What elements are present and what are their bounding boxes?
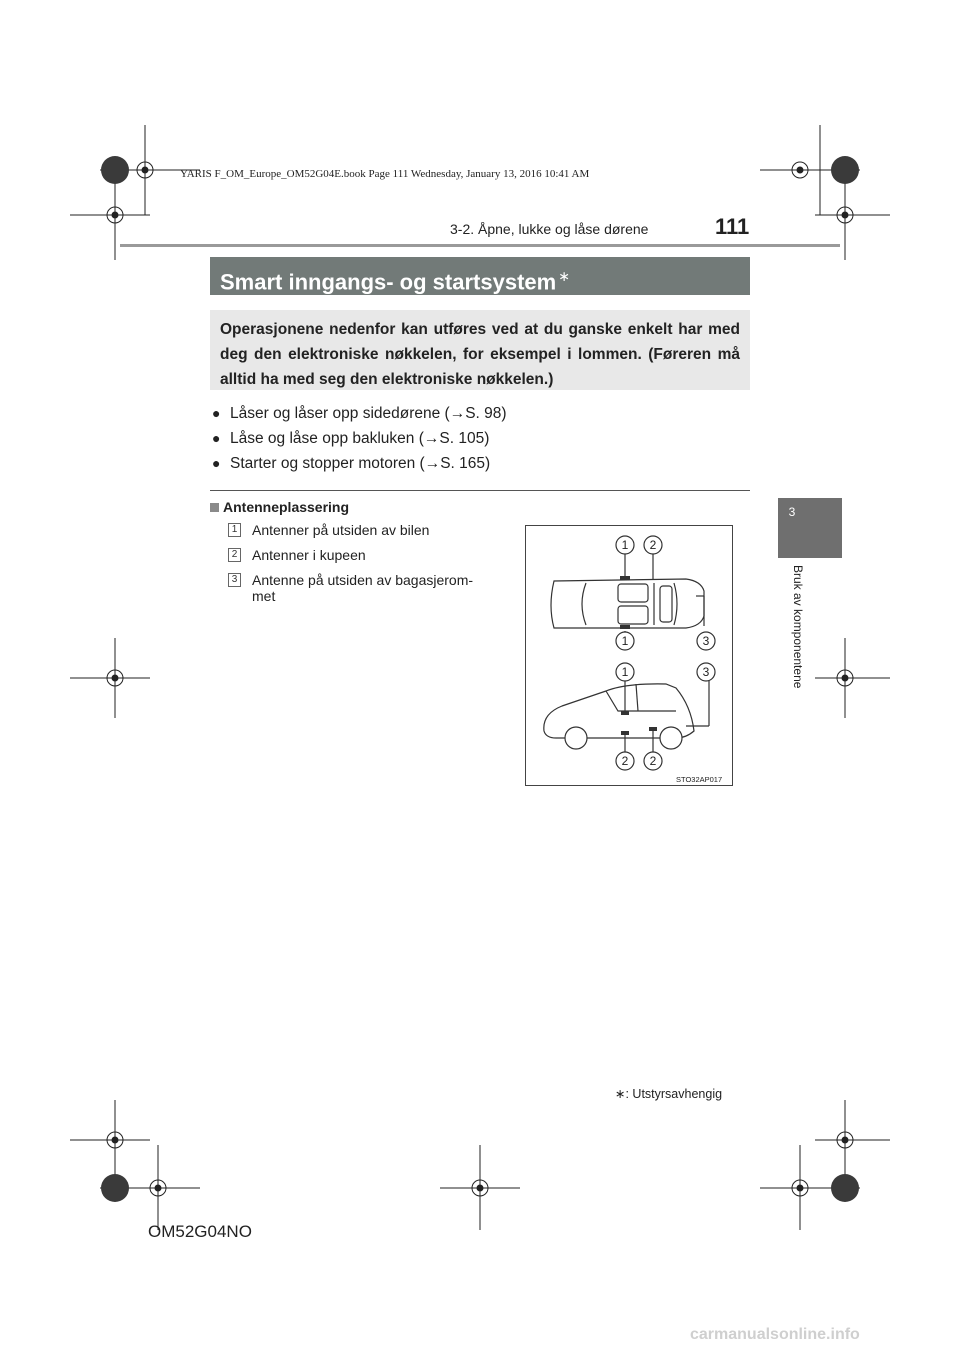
antenna-marker <box>620 576 630 580</box>
antenna-item <box>228 572 518 608</box>
feature-list <box>212 401 742 476</box>
intro-box: Operasjonene nedenfor kan utføres ved at du ganske enkelt har med deg den elektroniske nøkkelen, for eksempel i lommen. (Føreren må alltid ha med seg den elektroniske nøkkelen.) <box>210 310 750 390</box>
site-watermark: carmanualsonline.info <box>690 1326 860 1343</box>
item-number-badge: 2 <box>228 548 241 562</box>
bullet-icon: ● <box>212 430 221 446</box>
front-wheel-icon <box>565 727 587 749</box>
list-item-text: Låse og låse opp bakluken (→S. 105) <box>230 430 490 447</box>
bullet-icon: ● <box>212 405 221 421</box>
equipment-marker: ∗ <box>558 268 570 284</box>
callout-label: 1 <box>621 665 629 679</box>
list-item-text: Låser og låser opp sidedørene (→S. 98) <box>230 405 507 422</box>
page-title <box>210 257 750 295</box>
document-code: OM52G04NO <box>148 1222 252 1241</box>
item-number-badge: 1 <box>228 523 241 537</box>
callout-label: 3 <box>702 634 710 648</box>
callout-label: 2 <box>621 754 629 768</box>
section-divider <box>210 490 750 491</box>
callout-label: 1 <box>621 538 629 552</box>
bullet-icon: ● <box>212 455 221 471</box>
callout-label: 3 <box>702 665 710 679</box>
footnote: ∗: Utstyrsavhengig <box>615 1087 723 1101</box>
book-info: YARIS F_OM_Europe_OM52G04E.book Page 111 Wednesday, January 13, 2016 10:41 AM <box>180 168 590 180</box>
list-item <box>212 426 742 451</box>
antenna-marker <box>621 731 629 735</box>
antenna-item <box>228 522 508 542</box>
chapter-number: 3 <box>788 505 796 519</box>
antenna-marker <box>621 711 629 715</box>
antenna-item <box>228 547 508 567</box>
page-number: 111 <box>715 214 750 239</box>
item-text: Antenner på utsiden av bilen <box>252 522 430 538</box>
header-rule <box>120 244 840 247</box>
square-bullet-icon <box>210 503 219 512</box>
antenna-marker <box>649 727 657 731</box>
figure-code: STO32AP017 <box>676 775 723 784</box>
car-top-view <box>551 579 704 628</box>
list-item <box>212 451 742 476</box>
list-item-text: Starter og stopper motoren (→S. 165) <box>230 455 491 472</box>
page-title-text: Smart inngangs- og startsystem <box>220 269 557 295</box>
callout-label: 2 <box>649 754 657 768</box>
rear-wheel-icon <box>660 727 682 749</box>
car-diagram <box>526 526 732 785</box>
list-item <box>212 401 742 426</box>
chapter-title: Bruk av komponentene <box>791 565 805 689</box>
antenna-location-figure <box>525 525 733 786</box>
callout-label: 1 <box>621 634 629 648</box>
item-number-badge: 3 <box>228 573 241 587</box>
item-text: Antenne på utsiden av bagasjerom- met <box>252 572 474 604</box>
antenna-heading <box>210 499 349 515</box>
item-text: Antenner i kupeen <box>252 547 366 563</box>
antenna-heading-text: Antenneplassering <box>223 499 350 515</box>
section-header: 3-2. Åpne, lukke og låse dørene <box>450 221 649 237</box>
callout-label: 2 <box>649 538 657 552</box>
antenna-marker <box>620 625 630 629</box>
